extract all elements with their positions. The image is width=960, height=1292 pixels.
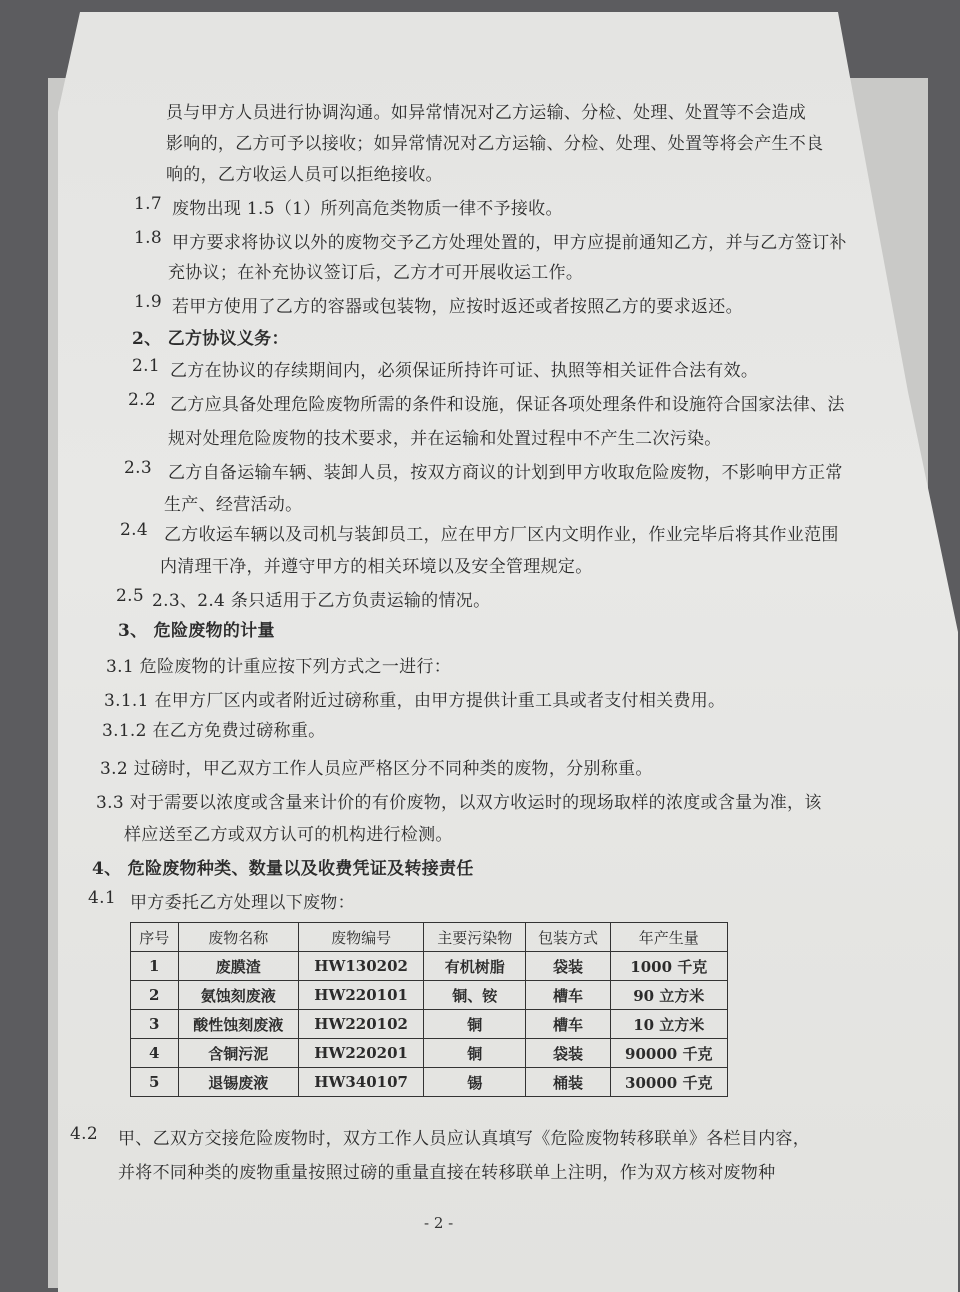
table-row: [131, 1010, 728, 1039]
clause-number: 2.5: [116, 586, 144, 606]
para-line: 响的，乙方收运人员可以拒绝接收。: [166, 165, 443, 185]
clause-text: 3.1.1 在甲方厂区内或者附近过磅称重，由甲方提供计重工具或者支付相关费用。: [104, 691, 726, 711]
clause-text: 规对处理危险废物的技术要求，并在运输和处置过程中不产生二次污染。: [168, 429, 722, 449]
table-cell: 槽车: [526, 981, 610, 1010]
table-cell: 有机树脂: [424, 952, 526, 981]
table-cell: 1: [131, 952, 179, 981]
table-cell: 铜: [424, 1039, 526, 1068]
clause-text: 乙方应具备处理危险废物所需的条件和设施，保证各项处理条件和设施符合国家法律、法: [170, 395, 845, 415]
clause-text: 生产、经营活动。: [164, 495, 303, 515]
table-cell: 2: [131, 981, 179, 1010]
clause-text: 充协议；在补充协议签订后，乙方才可开展收运工作。: [168, 263, 584, 283]
column-header: 废物名称: [178, 923, 299, 952]
clause-number: 1.9: [134, 292, 162, 312]
column-header: 包装方式: [526, 923, 610, 952]
clause-text: 乙方收运车辆以及司机与装卸员工，应在甲方厂区内文明作业，作业完毕后将其作业范围: [164, 525, 839, 545]
table-cell: 5: [131, 1068, 179, 1097]
table-header-row: [131, 923, 728, 952]
clause-text: 废物出现 1.5（1）所列高危类物质一律不予接收。: [172, 199, 563, 219]
clause-text: 乙方在协议的存续期间内，必须保证所持许可证、执照等相关证件合法有效。: [170, 361, 759, 381]
table-row: [131, 981, 728, 1010]
clause-number: 1.7: [134, 194, 162, 214]
table-cell: 含铜污泥: [178, 1039, 299, 1068]
page-number: - 2 -: [424, 1214, 454, 1232]
clause-text: 并将不同种类的废物重量按照过磅的重量直接在转移联单上注明，作为双方核对废物种: [118, 1163, 776, 1183]
column-header: 序号: [131, 923, 179, 952]
clause-text: 3.3 对于需要以浓度或含量来计价的有价废物，以双方收运时的现场取样的浓度或含量为准，该: [96, 793, 822, 813]
table-cell: 锡: [424, 1068, 526, 1097]
section-heading: 3、 危险废物的计量: [118, 621, 275, 641]
para-line: 员与甲方人员进行协调沟通。如异常情况对乙方运输、分检、处理、处置等不会造成: [166, 103, 807, 123]
table-cell: 氨蚀刻废液: [178, 981, 299, 1010]
table-cell: 桶装: [526, 1068, 610, 1097]
table-cell: 90 立方米: [610, 981, 727, 1010]
clause-text: 3.1.2 在乙方免费过磅称重。: [102, 721, 326, 741]
table-cell: HW220102: [299, 1010, 424, 1039]
clause-number: 2.1: [132, 356, 160, 376]
table-cell: HW130202: [299, 952, 424, 981]
table-cell: 退锡废液: [178, 1068, 299, 1097]
para-line: 影响的，乙方可予以接收；如异常情况对乙方运输、分检、处理、处置等将会产生不良: [166, 134, 824, 154]
column-header: 年产生量: [610, 923, 727, 952]
table-cell: 1000 千克: [610, 952, 727, 981]
table-cell: HW220201: [299, 1039, 424, 1068]
table-cell: 3: [131, 1010, 179, 1039]
clause-text: 内清理干净，并遵守甲方的相关环境以及安全管理规定。: [160, 557, 593, 577]
table-cell: 袋装: [526, 1039, 610, 1068]
clause-text: 若甲方使用了乙方的容器或包装物，应按时返还或者按照乙方的要求返还。: [172, 297, 743, 317]
clause-number: 4.2: [70, 1124, 98, 1144]
table-row: [131, 1068, 728, 1097]
clause-text: 甲方要求将协议以外的废物交予乙方处理处置的，甲方应提前通知乙方，并与乙方签订补: [172, 233, 847, 253]
table-cell: 酸性蚀刻废液: [178, 1010, 299, 1039]
clause-text: 3.1 危险废物的计重应按下列方式之一进行：: [106, 657, 452, 677]
table-cell: HW220101: [299, 981, 424, 1010]
clause-number: 2.3: [124, 458, 152, 478]
clause-number: 2.2: [128, 390, 156, 410]
waste-table: [130, 922, 728, 1097]
table-cell: 90000 千克: [610, 1039, 727, 1068]
table-row: [131, 1039, 728, 1068]
clause-number: 1.8: [134, 228, 162, 248]
table-cell: 袋装: [526, 952, 610, 981]
clause-text: 3.2 过磅时，甲乙双方工作人员应严格区分不同种类的废物，分别称重。: [100, 759, 653, 779]
table-cell: HW340107: [299, 1068, 424, 1097]
clause-text: 乙方自备运输车辆、装卸人员，按双方商议的计划到甲方收取危险废物，不影响甲方正常: [168, 463, 843, 483]
column-header: 废物编号: [299, 923, 424, 952]
table-row: [131, 952, 728, 981]
table-cell: 槽车: [526, 1010, 610, 1039]
table-cell: 4: [131, 1039, 179, 1068]
table-cell: 废膜渣: [178, 952, 299, 981]
clause-number: 2.4: [120, 520, 148, 540]
table-cell: 10 立方米: [610, 1010, 727, 1039]
section-heading: 4、 危险废物种类、数量以及收费凭证及转接责任: [92, 859, 474, 879]
clause-text: 甲、乙双方交接危险废物时，双方工作人员应认真填写《危险废物转移联单》各栏目内容，: [118, 1129, 810, 1149]
clause-text: 2.3、2.4 条只适用于乙方负责运输的情况。: [152, 591, 491, 611]
clause-number: 4.1: [88, 888, 116, 908]
clause-text: 甲方委托乙方处理以下废物：: [130, 893, 355, 913]
section-heading: 2、 乙方协议义务：: [132, 329, 289, 349]
table-cell: 30000 千克: [610, 1068, 727, 1097]
table-cell: 铜: [424, 1010, 526, 1039]
column-header: 主要污染物: [424, 923, 526, 952]
table-cell: 铜、铵: [424, 981, 526, 1010]
clause-text: 样应送至乙方或双方认可的机构进行检测。: [124, 825, 453, 845]
